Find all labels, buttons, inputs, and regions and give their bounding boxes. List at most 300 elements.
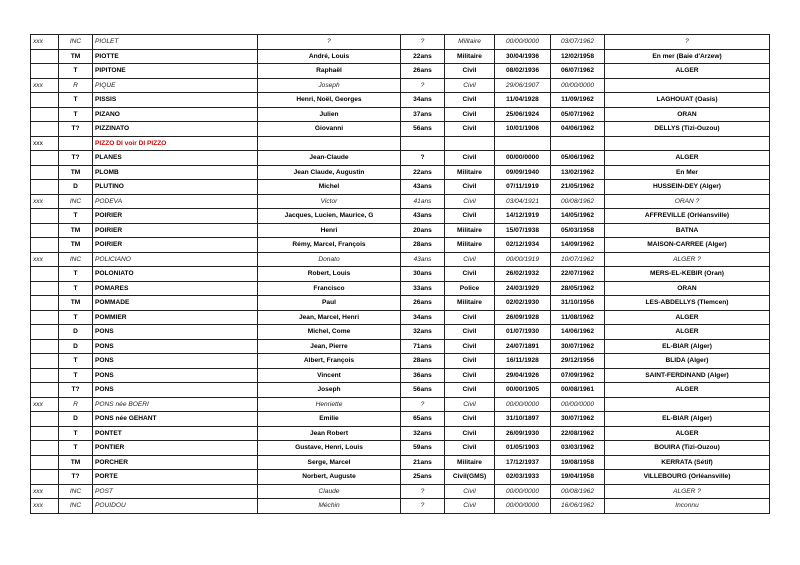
cell-surname: PONS née GEHANT	[93, 412, 258, 427]
cell-birth-date: 02/03/1933	[495, 470, 551, 485]
cell-code: T?	[59, 122, 93, 137]
cell-given-names: Méchin	[258, 499, 401, 514]
cell-birth-date: 07/11/1919	[495, 180, 551, 195]
cell-surname: PIPITONE	[93, 64, 258, 79]
cell-status: Civil	[445, 64, 495, 79]
cell-age: ?	[401, 499, 445, 514]
cell-surname: POUIDOU	[93, 499, 258, 514]
cell-birth-date: 26/09/1930	[495, 426, 551, 441]
cell-place: MERS-EL-KEBIR (Oran)	[605, 267, 770, 282]
cell-place: ?	[605, 35, 770, 50]
table-row	[31, 136, 770, 151]
cell-given-names: Robert, Louis	[258, 267, 401, 282]
cell-death-date: 22/07/1962	[551, 267, 605, 282]
cell-surname: POIRIER	[93, 238, 258, 253]
cell-surname: POLONIATO	[93, 267, 258, 282]
cell-given-names: Gustave, Henri, Louis	[258, 441, 401, 456]
cell-death-date: 16/06/1962	[551, 499, 605, 514]
cell-age: 43ans	[401, 209, 445, 224]
table-row	[31, 122, 770, 137]
cell-flag	[31, 296, 59, 311]
cell-age	[401, 136, 445, 151]
cell-given-names: Jean, Pierre	[258, 339, 401, 354]
cell-birth-date	[495, 136, 551, 151]
cell-flag	[31, 383, 59, 398]
cell-flag	[31, 281, 59, 296]
cell-age: 37ans	[401, 107, 445, 122]
cell-code: T?	[59, 151, 93, 166]
table-row	[31, 325, 770, 340]
cell-surname: PONTIER	[93, 441, 258, 456]
cell-death-date: 13/02/1962	[551, 165, 605, 180]
cell-death-date: 21/05/1962	[551, 180, 605, 195]
table-row	[31, 107, 770, 122]
cell-surname: PORCHER	[93, 455, 258, 470]
cell-birth-date: 00/00/0000	[495, 151, 551, 166]
cell-birth-date: 15/07/1938	[495, 223, 551, 238]
cell-surname: PONS	[93, 325, 258, 340]
cell-status: Civil	[445, 354, 495, 369]
cell-code: D	[59, 412, 93, 427]
cell-place: BOUIRA (Tizi-Ouzou)	[605, 441, 770, 456]
cell-code: T	[59, 267, 93, 282]
cell-surname: PONTET	[93, 426, 258, 441]
cell-death-date: 14/06/1962	[551, 325, 605, 340]
cell-flag: xxx	[31, 194, 59, 209]
cell-place: LES-ABDELLYS (Tlemcen)	[605, 296, 770, 311]
cell-given-names: Michel, Come	[258, 325, 401, 340]
cell-code: INC	[59, 35, 93, 50]
cell-given-names: Henriette	[258, 397, 401, 412]
cell-surname: PONS	[93, 383, 258, 398]
cell-surname: POMARES	[93, 281, 258, 296]
cell-status: Civil	[445, 397, 495, 412]
cell-death-date: 14/09/1962	[551, 238, 605, 253]
cell-surname: POIRIER	[93, 209, 258, 224]
cell-death-date: 00/00/0000	[551, 78, 605, 93]
cell-flag: xxx	[31, 78, 59, 93]
cell-place: EL-BIAR (Alger)	[605, 412, 770, 427]
cell-flag	[31, 325, 59, 340]
cell-death-date: 07/09/1962	[551, 368, 605, 383]
cell-surname: PISSIS	[93, 93, 258, 108]
cell-surname: POLICIANO	[93, 252, 258, 267]
cell-flag	[31, 165, 59, 180]
cell-age: 30ans	[401, 267, 445, 282]
cell-given-names: Paul	[258, 296, 401, 311]
cell-code: R	[59, 78, 93, 93]
cell-age: 21ans	[401, 455, 445, 470]
cell-given-names: Vincent	[258, 368, 401, 383]
cell-status: Police	[445, 281, 495, 296]
cell-birth-date: 02/02/1930	[495, 296, 551, 311]
cell-place: ORAN	[605, 281, 770, 296]
cell-given-names: Jean Claude, Augustin	[258, 165, 401, 180]
cell-age: 26ans	[401, 64, 445, 79]
cell-given-names: Serge, Marcel	[258, 455, 401, 470]
cell-status: Militaire	[445, 223, 495, 238]
cell-flag	[31, 470, 59, 485]
cell-place: VILLEBOURG (Orléansville)	[605, 470, 770, 485]
cell-surname: PONS	[93, 354, 258, 369]
cell-place: AFFREVILLE (Orléansville)	[605, 209, 770, 224]
cell-age: 32ans	[401, 426, 445, 441]
cell-code: T?	[59, 470, 93, 485]
cell-death-date: 19/08/1958	[551, 455, 605, 470]
cell-age: 20ans	[401, 223, 445, 238]
cell-age: ?	[401, 78, 445, 93]
cell-place: BLIDA (Alger)	[605, 354, 770, 369]
cell-birth-date: 25/06/1924	[495, 107, 551, 122]
cell-status: Civil	[445, 93, 495, 108]
cell-flag	[31, 49, 59, 64]
cell-flag	[31, 223, 59, 238]
table-row	[31, 194, 770, 209]
cell-place	[605, 136, 770, 151]
cell-death-date: 11/08/1962	[551, 310, 605, 325]
table-row	[31, 223, 770, 238]
cell-code: TM	[59, 455, 93, 470]
cell-death-date: 10/07/1962	[551, 252, 605, 267]
cell-death-date: 00/08/1962	[551, 484, 605, 499]
cell-given-names: Norbert, Auguste	[258, 470, 401, 485]
cell-birth-date: 14/12/1919	[495, 209, 551, 224]
cell-place: EL-BIAR (Alger)	[605, 339, 770, 354]
cell-death-date: 14/05/1962	[551, 209, 605, 224]
cell-surname: PIZANO	[93, 107, 258, 122]
cell-code: T	[59, 368, 93, 383]
cell-surname: POST	[93, 484, 258, 499]
cell-birth-date: 26/09/1928	[495, 310, 551, 325]
cell-birth-date: 00/00/1919	[495, 252, 551, 267]
table-row	[31, 165, 770, 180]
cell-given-names: Victor	[258, 194, 401, 209]
cell-age: 25ans	[401, 470, 445, 485]
cell-age: ?	[401, 484, 445, 499]
cell-place: Inconnu	[605, 499, 770, 514]
cell-birth-date: 01/05/1903	[495, 441, 551, 456]
cell-status: Militaire	[445, 238, 495, 253]
cell-status: Militaire	[445, 35, 495, 50]
cell-given-names: Claude	[258, 484, 401, 499]
cell-flag	[31, 267, 59, 282]
cell-age: 32ans	[401, 325, 445, 340]
cell-birth-date: 09/09/1940	[495, 165, 551, 180]
cell-place: MAISON-CARREE (Alger)	[605, 238, 770, 253]
table-row	[31, 310, 770, 325]
cell-code: TM	[59, 223, 93, 238]
table-row	[31, 339, 770, 354]
cell-given-names: Henri	[258, 223, 401, 238]
cell-age: 56ans	[401, 383, 445, 398]
cell-place: DELLYS (Tizi-Ouzou)	[605, 122, 770, 137]
cell-birth-date: 26/02/1932	[495, 267, 551, 282]
table-row	[31, 252, 770, 267]
cell-death-date: 05/03/1958	[551, 223, 605, 238]
cell-age: 34ans	[401, 310, 445, 325]
cell-surname: PODEVA	[93, 194, 258, 209]
cell-surname: PIZZO DI voir DI PIZZO	[93, 136, 258, 151]
cell-place: ALGER	[605, 426, 770, 441]
cell-status: Militaire	[445, 455, 495, 470]
records-table	[30, 34, 770, 514]
cell-death-date: 31/10/1956	[551, 296, 605, 311]
cell-place: ALGER	[605, 383, 770, 398]
cell-status: Civil	[445, 368, 495, 383]
cell-status: Civil	[445, 252, 495, 267]
cell-place: ALGER ?	[605, 484, 770, 499]
cell-given-names: Raphaël	[258, 64, 401, 79]
cell-code: R	[59, 397, 93, 412]
cell-status: Civil(GMS)	[445, 470, 495, 485]
cell-birth-date: 00/00/1905	[495, 383, 551, 398]
cell-code	[59, 136, 93, 151]
cell-surname: PONS	[93, 339, 258, 354]
cell-birth-date: 08/02/1936	[495, 64, 551, 79]
cell-code: T	[59, 354, 93, 369]
cell-age: 22ans	[401, 49, 445, 64]
table-row	[31, 412, 770, 427]
cell-age: 28ans	[401, 354, 445, 369]
cell-status: Civil	[445, 107, 495, 122]
table-row	[31, 180, 770, 195]
cell-death-date: 00/08/1961	[551, 383, 605, 398]
cell-status: Civil	[445, 383, 495, 398]
cell-birth-date: 10/01/1906	[495, 122, 551, 137]
table-row	[31, 49, 770, 64]
cell-birth-date: 01/07/1930	[495, 325, 551, 340]
cell-flag: xxx	[31, 136, 59, 151]
cell-flag	[31, 238, 59, 253]
cell-place: ALGER ?	[605, 252, 770, 267]
cell-death-date: 06/07/1962	[551, 64, 605, 79]
cell-flag: xxx	[31, 484, 59, 499]
cell-place: En mer (Baie d'Arzew)	[605, 49, 770, 64]
cell-code: INC	[59, 499, 93, 514]
table-row	[31, 151, 770, 166]
cell-flag	[31, 180, 59, 195]
cell-death-date: 29/12/1956	[551, 354, 605, 369]
cell-code: T	[59, 281, 93, 296]
cell-birth-date: 31/10/1897	[495, 412, 551, 427]
cell-code: T	[59, 426, 93, 441]
cell-surname: PONS	[93, 368, 258, 383]
cell-code: T	[59, 310, 93, 325]
table-row	[31, 267, 770, 282]
cell-given-names: Michel	[258, 180, 401, 195]
cell-status: Civil	[445, 426, 495, 441]
cell-surname: PIOLET	[93, 35, 258, 50]
cell-place	[605, 78, 770, 93]
cell-code: D	[59, 180, 93, 195]
cell-place: KERRATA (Sétif)	[605, 455, 770, 470]
cell-surname: PONS née BOERI	[93, 397, 258, 412]
cell-death-date: 19/04/1958	[551, 470, 605, 485]
cell-flag	[31, 64, 59, 79]
cell-place: ORAN	[605, 107, 770, 122]
cell-status: Civil	[445, 267, 495, 282]
cell-birth-date: 29/06/1907	[495, 78, 551, 93]
cell-age: 71ans	[401, 339, 445, 354]
cell-flag	[31, 368, 59, 383]
cell-given-names: Joseph	[258, 383, 401, 398]
cell-birth-date: 00/00/0000	[495, 397, 551, 412]
cell-code: TM	[59, 49, 93, 64]
table-row	[31, 441, 770, 456]
cell-given-names	[258, 136, 401, 151]
table-row	[31, 354, 770, 369]
cell-flag	[31, 209, 59, 224]
cell-place: ALGER	[605, 64, 770, 79]
cell-age: 26ans	[401, 296, 445, 311]
cell-status: Militaire	[445, 296, 495, 311]
cell-flag	[31, 412, 59, 427]
table-row	[31, 296, 770, 311]
cell-birth-date: 24/03/1929	[495, 281, 551, 296]
cell-flag	[31, 310, 59, 325]
cell-birth-date: 02/12/1934	[495, 238, 551, 253]
table-row	[31, 238, 770, 253]
cell-code: D	[59, 325, 93, 340]
cell-place: BATNA	[605, 223, 770, 238]
cell-status: Civil	[445, 412, 495, 427]
cell-code: D	[59, 339, 93, 354]
cell-flag	[31, 441, 59, 456]
cell-surname: PLOMB	[93, 165, 258, 180]
cell-birth-date: 00/00/0000	[495, 484, 551, 499]
cell-flag: xxx	[31, 35, 59, 50]
cell-place: En Mer	[605, 165, 770, 180]
cell-given-names: Giovanni	[258, 122, 401, 137]
table-row	[31, 281, 770, 296]
cell-code: INC	[59, 252, 93, 267]
cell-place: LAGHOUAT (Oasis)	[605, 93, 770, 108]
cell-age: ?	[401, 397, 445, 412]
cell-age: 56ans	[401, 122, 445, 137]
cell-flag: xxx	[31, 499, 59, 514]
cell-code: INC	[59, 194, 93, 209]
cell-death-date: 05/06/1962	[551, 151, 605, 166]
cell-flag	[31, 455, 59, 470]
cell-status: Militaire	[445, 165, 495, 180]
cell-code: T	[59, 209, 93, 224]
table-row	[31, 397, 770, 412]
table-row	[31, 368, 770, 383]
cell-flag	[31, 122, 59, 137]
cell-age: ?	[401, 151, 445, 166]
cell-status: Civil	[445, 441, 495, 456]
cell-age: 41ans	[401, 194, 445, 209]
cell-given-names: ?	[258, 35, 401, 50]
table-row	[31, 93, 770, 108]
cell-place: ORAN ?	[605, 194, 770, 209]
cell-surname: POMMIER	[93, 310, 258, 325]
cell-surname: PIZZINATO	[93, 122, 258, 137]
cell-status: Civil	[445, 325, 495, 340]
cell-code: TM	[59, 296, 93, 311]
cell-birth-date: 30/04/1936	[495, 49, 551, 64]
cell-code: T	[59, 441, 93, 456]
cell-status: Civil	[445, 209, 495, 224]
cell-given-names: Jean Robert	[258, 426, 401, 441]
cell-given-names: Francisco	[258, 281, 401, 296]
cell-given-names: Joseph	[258, 78, 401, 93]
cell-age: 22ans	[401, 165, 445, 180]
cell-status: Civil	[445, 180, 495, 195]
cell-surname: PLANES	[93, 151, 258, 166]
cell-code: TM	[59, 238, 93, 253]
cell-given-names: Rémy, Marcel, François	[258, 238, 401, 253]
cell-given-names: Jacques, Lucien, Maurice, G	[258, 209, 401, 224]
cell-code: T?	[59, 383, 93, 398]
cell-given-names: Emilie	[258, 412, 401, 427]
cell-death-date: 03/07/1962	[551, 35, 605, 50]
cell-death-date: 22/08/1962	[551, 426, 605, 441]
cell-death-date: 30/07/1962	[551, 339, 605, 354]
cell-flag	[31, 339, 59, 354]
cell-death-date: 12/02/1958	[551, 49, 605, 64]
cell-flag: xxx	[31, 397, 59, 412]
cell-code: T	[59, 107, 93, 122]
cell-surname: PORTE	[93, 470, 258, 485]
cell-code: INC	[59, 484, 93, 499]
cell-birth-date: 00/00/0000	[495, 499, 551, 514]
table-row	[31, 383, 770, 398]
cell-status	[445, 136, 495, 151]
cell-death-date: 05/07/1962	[551, 107, 605, 122]
cell-age: 36ans	[401, 368, 445, 383]
cell-birth-date: 00/00/0000	[495, 35, 551, 50]
cell-age: 43ans	[401, 180, 445, 195]
cell-status: Civil	[445, 339, 495, 354]
cell-given-names: Donato	[258, 252, 401, 267]
table-row	[31, 499, 770, 514]
cell-death-date: 30/07/1962	[551, 412, 605, 427]
table-row	[31, 35, 770, 50]
cell-death-date: 11/09/1962	[551, 93, 605, 108]
cell-place: HUSSEIN-DEY (Alger)	[605, 180, 770, 195]
cell-birth-date: 16/11/1928	[495, 354, 551, 369]
cell-given-names: Jean, Marcel, Henri	[258, 310, 401, 325]
cell-flag	[31, 426, 59, 441]
cell-birth-date: 03/04/1921	[495, 194, 551, 209]
cell-given-names: Albert, François	[258, 354, 401, 369]
cell-flag	[31, 107, 59, 122]
cell-status: Civil	[445, 122, 495, 137]
cell-birth-date: 29/04/1926	[495, 368, 551, 383]
cell-status: Civil	[445, 151, 495, 166]
cell-code: T	[59, 93, 93, 108]
cell-death-date: 28/05/1962	[551, 281, 605, 296]
cell-death-date	[551, 136, 605, 151]
cell-birth-date: 17/12/1937	[495, 455, 551, 470]
table-row	[31, 484, 770, 499]
cell-given-names: Julien	[258, 107, 401, 122]
table-row	[31, 209, 770, 224]
cell-status: Civil	[445, 499, 495, 514]
cell-age: 33ans	[401, 281, 445, 296]
cell-given-names: Henri, Noël, Georges	[258, 93, 401, 108]
cell-place: ALGER	[605, 310, 770, 325]
table-row	[31, 470, 770, 485]
cell-status: Civil	[445, 484, 495, 499]
cell-death-date: 04/06/1962	[551, 122, 605, 137]
cell-status: Civil	[445, 194, 495, 209]
cell-given-names: André, Louis	[258, 49, 401, 64]
cell-code: T	[59, 64, 93, 79]
cell-surname: PLUTINO	[93, 180, 258, 195]
cell-surname: POIRIER	[93, 223, 258, 238]
